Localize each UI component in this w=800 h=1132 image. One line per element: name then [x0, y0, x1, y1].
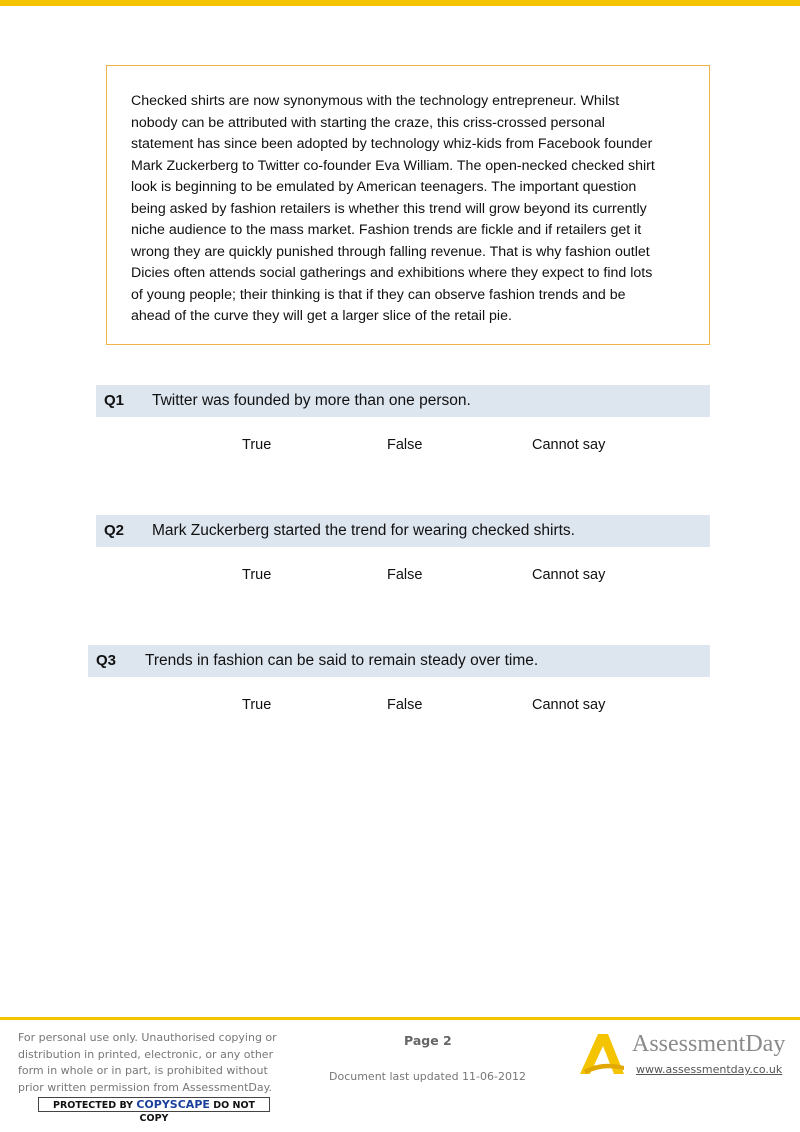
question-3-number: Q3	[96, 652, 117, 669]
question-2-bar	[96, 515, 710, 547]
passage-line: look is beginning to be emulated by American teenagers. The important question	[131, 179, 637, 195]
q3-option-true[interactable]: True	[242, 697, 272, 713]
notice-line: prior written permission from AssessmentDay.	[18, 1080, 273, 1094]
passage-line: being asked by fashion retailers is whether this trend will grow beyond its currently	[131, 200, 647, 217]
question-2-text: Mark Zuckerberg started the trend for wearing checked shirts.	[152, 522, 575, 539]
notice-line: For personal use only. Unauthorised copying or	[18, 1031, 277, 1044]
passage-line: of young people; their thinking is that if they can observe fashion trends and be	[131, 286, 626, 303]
q3-option-false[interactable]: False	[387, 697, 423, 713]
notice-line: distribution in printed, electronic, or any other	[18, 1047, 274, 1061]
passage-box	[106, 65, 710, 345]
q1-option-cannot-say[interactable]: Cannot say	[532, 437, 606, 453]
copyscape-brand: COPYSCAPE	[136, 1098, 210, 1111]
q1-option-false[interactable]: False	[387, 437, 423, 453]
passage-line: wrong they are quickly punished through falling revenue. That is why fashion outlet	[131, 243, 650, 260]
question-1-text: Twitter was founded by more than one person.	[152, 392, 471, 409]
copyright-notice	[18, 1030, 288, 1096]
copyscape-prefix: PROTECTED BY	[52, 1100, 134, 1111]
page-number: Page 2	[404, 1033, 452, 1048]
passage-line: Dicies often attends social gatherings and exhibitions where they expect to find lots	[131, 265, 653, 281]
passage-line: Mark Zuckerberg to Twitter co-founder Eva William. The open-necked checked shirt	[131, 157, 655, 174]
notice-line: form in whole or in part, is prohibited without	[18, 1064, 268, 1077]
assessmentday-logo-icon	[578, 1030, 626, 1076]
footer-accent-rule	[0, 1017, 800, 1020]
passage-line: nobody can be attributed with starting the craze, this criss-crossed personal	[131, 114, 605, 131]
logo-wordmark: AssessmentDay	[632, 1031, 786, 1057]
q1-option-true[interactable]: True	[242, 437, 272, 453]
q2-option-true[interactable]: True	[242, 567, 272, 583]
website-link[interactable]: www.assessmentday.co.uk	[636, 1063, 783, 1076]
copyscape-badge[interactable]	[38, 1097, 270, 1124]
top-accent-rule	[0, 0, 800, 6]
question-1-bar	[96, 385, 710, 417]
question-3-bar	[88, 645, 710, 677]
passage-line: niche audience to the mass market. Fashion trends are fickle and if retailers get it	[131, 222, 642, 238]
question-3-text: Trends in fashion can be said to remain steady over time.	[145, 652, 539, 669]
q3-option-cannot-say[interactable]: Cannot say	[532, 697, 606, 713]
question-1-number: Q1	[104, 392, 125, 409]
q2-option-cannot-say[interactable]: Cannot say	[532, 567, 606, 583]
passage-line: ahead of the curve they will get a larger slice of the retail pie.	[131, 308, 512, 324]
passage-line: statement has since been adopted by technology whiz-kids from Facebook founder	[131, 136, 653, 152]
last-updated: Document last updated 11-06-2012	[329, 1070, 526, 1083]
question-2-number: Q2	[104, 522, 125, 539]
passage-line: Checked shirts are now synonymous with the technology entrepreneur. Whilst	[131, 93, 620, 109]
copyscape-suffix: DO NOT COPY	[139, 1100, 255, 1124]
q2-option-false[interactable]: False	[387, 567, 423, 583]
